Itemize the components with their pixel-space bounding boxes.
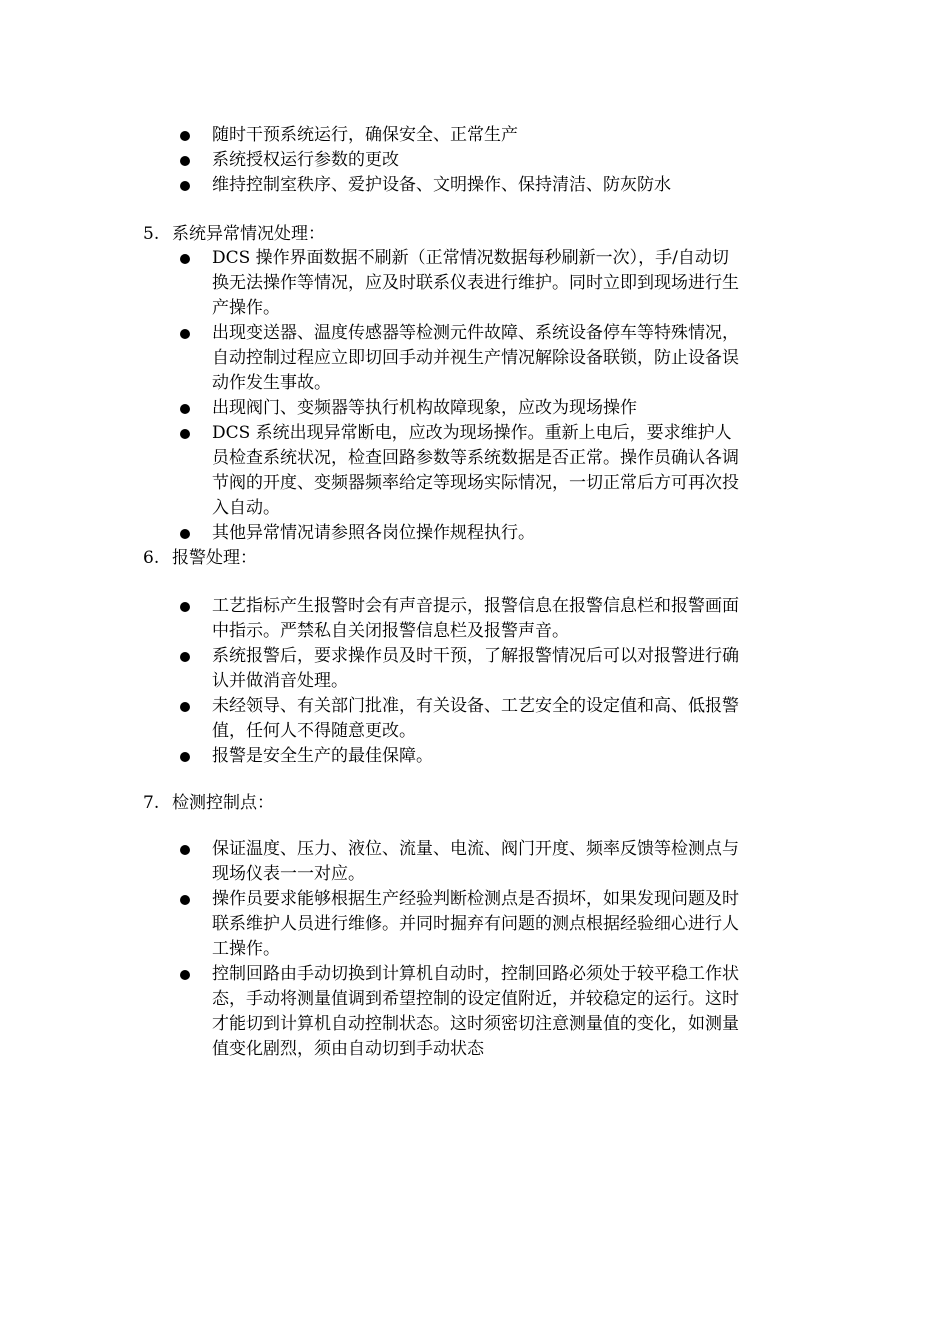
- list-item-text: 中指示。严禁私自关闭报警信息栏及报警声音。: [212, 621, 569, 641]
- list-item-text: 自动控制过程应立即切回手动并视生产情况解除设备联锁，防止设备误: [212, 348, 739, 368]
- list-item-text: 节阀的开度、变频器频率给定等现场实际情况，一切正常后方可再次投: [212, 473, 739, 493]
- list-item-text: 未经领导、有关部门批准，有关设备、工艺安全的设定值和高、低报警: [212, 696, 739, 716]
- list-item-text: 现场仪表一一对应。: [212, 864, 365, 884]
- bullet-icon: [180, 529, 190, 539]
- section-title: 系统异常情况处理：: [172, 224, 325, 244]
- bullet-icon: [180, 702, 190, 712]
- bullet-icon: [180, 602, 190, 612]
- list-item-text: 换无法操作等情况，应及时联系仪表进行维护。同时立即到现场进行生: [212, 273, 739, 293]
- section-title: 报警处理：: [172, 548, 257, 568]
- bullet-icon: [180, 652, 190, 662]
- list-item-text: 联系维护人员进行维修。并同时掘弃有问题的测点根据经验细心进行人: [212, 914, 739, 934]
- list-item-text: 产操作。: [212, 298, 280, 318]
- list-item-text: DCS 操作界面数据不刷新（正常情况数据每秒刷新一次），手/自动切: [212, 248, 729, 268]
- list-item-text: 认并做消音处理。: [212, 671, 348, 691]
- bullet-icon: [180, 329, 190, 339]
- list-item-text: 员检查系统状况，检查回路参数等系统数据是否正常。操作员确认各调: [212, 448, 739, 468]
- list-item-text: 控制回路由手动切换到计算机自动时，控制回路必须处于较平稳工作状: [212, 964, 739, 984]
- list-item-text: 维持控制室秩序、爱护设备、文明操作、保持清洁、防灰防水: [212, 175, 671, 195]
- bullet-icon: [180, 752, 190, 762]
- list-item-text: 入自动。: [212, 498, 280, 518]
- list-item-text: 保证温度、压力、液位、流量、电流、阀门开度、频率反馈等检测点与: [212, 839, 739, 859]
- bullet-icon: [180, 254, 190, 264]
- bullet-icon: [180, 970, 190, 980]
- list-item-text: 报警是安全生产的最佳保障。: [212, 746, 433, 766]
- section-number: 5.: [143, 224, 160, 244]
- bullet-icon: [180, 131, 190, 141]
- list-item-text: 出现变送器、温度传感器等检测元件故障、系统设备停车等特殊情况，: [212, 323, 739, 343]
- list-item-text: 系统授权运行参数的更改: [212, 150, 399, 170]
- list-item-text: 工操作。: [212, 939, 280, 959]
- list-item-text: 值，任何人不得随意更改。: [212, 721, 416, 741]
- section-title: 检测控制点：: [172, 793, 274, 813]
- bullet-icon: [180, 404, 190, 414]
- list-item-text: DCS 系统出现异常断电，应改为现场操作。重新上电后，要求维护人: [212, 423, 732, 443]
- list-item-text: 系统报警后，要求操作员及时干预，了解报警情况后可以对报警进行确: [212, 646, 739, 666]
- section-number: 6.: [143, 548, 160, 568]
- bullet-icon: [180, 156, 190, 166]
- bullet-icon: [180, 895, 190, 905]
- section-number: 7.: [143, 793, 160, 813]
- list-item-text: 态，手动将测量值调到希望控制的设定值附近，并较稳定的运行。这时: [212, 989, 739, 1009]
- list-item-text: 才能切到计算机自动控制状态。这时须密切注意测量值的变化，如测量: [212, 1014, 739, 1034]
- list-item-text: 值变化剧烈，须由自动切到手动状态: [212, 1039, 484, 1059]
- list-item-text: 动作发生事故。: [212, 373, 331, 393]
- bullet-icon: [180, 181, 190, 191]
- list-item-text: 随时干预系统运行，确保安全、正常生产: [212, 125, 518, 145]
- list-item-text: 工艺指标产生报警时会有声音提示，报警信息在报警信息栏和报警画面: [212, 596, 739, 616]
- list-item-text: 其他异常情况请参照各岗位操作规程执行。: [212, 523, 535, 543]
- list-item-text: 出现阀门、变频器等执行机构故障现象，应改为现场操作: [212, 398, 637, 418]
- bullet-icon: [180, 429, 190, 439]
- bullet-icon: [180, 845, 190, 855]
- list-item-text: 操作员要求能够根据生产经验判断检测点是否损坏，如果发现问题及时: [212, 889, 739, 909]
